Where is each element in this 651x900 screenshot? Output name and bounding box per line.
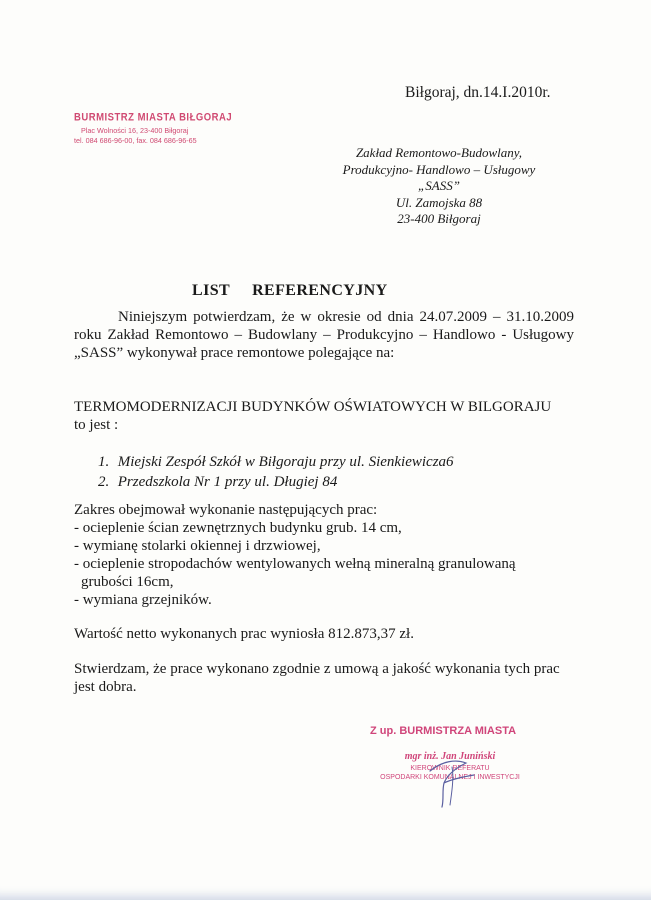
scope-item: - ocieplenie stropodachów wentylowanych wełną mineralną granulowaną bbox=[74, 556, 516, 572]
addressee-line: Ul. Zamojska 88 bbox=[395, 194, 483, 210]
intro-paragraph bbox=[74, 308, 574, 362]
title-word: LIST bbox=[192, 282, 231, 299]
title-word: REFERENCYJNY bbox=[252, 282, 388, 299]
scope-item: - wymiana grzejników. bbox=[74, 592, 212, 608]
list-item bbox=[98, 452, 454, 472]
letter-date: Biłgoraj, dn.14.I.2010r. bbox=[405, 84, 551, 101]
work-heading: TERMOMODERNIZACJI BUDYNKÓW OŚWIATOWYCH W BILGORAJU bbox=[74, 399, 552, 415]
stamp-phone: tel. 084 686-96-00, fax. 084 686-96-65 bbox=[74, 136, 197, 145]
confirm-paragraph: Stwierdzam, że prace wykonano zgodnie z umową a jakość wykonania tych prac jest dobra. bbox=[74, 661, 560, 695]
addressee-line: „SASS” bbox=[418, 178, 460, 193]
addressee-block bbox=[334, 145, 544, 228]
list-number: 1. bbox=[98, 454, 110, 470]
signatory-role: KIEROWNIK REFERATU bbox=[410, 765, 490, 772]
addressee-line: Zakład Remontowo-Budowlany, bbox=[355, 145, 523, 160]
list-text: Miejski Zespół Szkół w Biłgoraju przy ul. Sienkiewicza6 bbox=[117, 454, 454, 470]
signatory-name: mgr inż. Jan Juniński bbox=[404, 751, 496, 762]
work-sub: to jest : bbox=[74, 417, 119, 433]
list-number: 2. bbox=[98, 474, 110, 490]
scope-heading: Zakres obejmował wykonanie następujących prac: bbox=[74, 502, 378, 518]
list-item bbox=[98, 472, 454, 492]
scope-item: - ocieplenie ścian zewnętrznych budynku grub. 14 cm, bbox=[74, 520, 402, 536]
office-stamp bbox=[74, 112, 232, 146]
value-paragraph: Wartość netto wykonanych prac wyniosła 812.873,37 zł. bbox=[74, 626, 414, 642]
work-description bbox=[74, 398, 574, 434]
stamp-title: BURMISTRZ MIASTA BIŁGORAJ bbox=[74, 111, 233, 124]
scope-item-continuation: grubości 16cm, bbox=[81, 574, 174, 590]
list-text: Przedszkola Nr 1 przy ul. Długiej 84 bbox=[117, 474, 338, 490]
signature-stamp bbox=[360, 725, 540, 782]
signatory-department: OSPODARKI KOMUNALNEJ I INWESTYCJI bbox=[380, 774, 520, 781]
stamp-address: Plac Wolności 16, 23-400 Biłgoraj bbox=[81, 126, 189, 135]
intro-text: Niniejszym potwierdzam, że w okresie od dnia 24.07.2009 – 31.10.2009 roku Zakład Remontowo – Budowlany – Produkcyjno – Handlowo - Usługowy „SASS” wykonywał prace remontowe polegające na: bbox=[74, 309, 574, 361]
signature-authority: Z up. BURMISTRZA MIASTA bbox=[370, 725, 517, 737]
letter-title bbox=[192, 282, 388, 300]
scope-section bbox=[74, 501, 574, 609]
addressee-line: 23-400 Biłgoraj bbox=[397, 211, 481, 226]
handwritten-signature-icon bbox=[422, 753, 482, 809]
scope-item: - wymianę stolarki okiennej i drzwiowej, bbox=[74, 538, 321, 554]
addressee-line: Produkcyjno- Handlowo – Usługowy bbox=[342, 161, 536, 177]
schools-list bbox=[98, 452, 454, 492]
